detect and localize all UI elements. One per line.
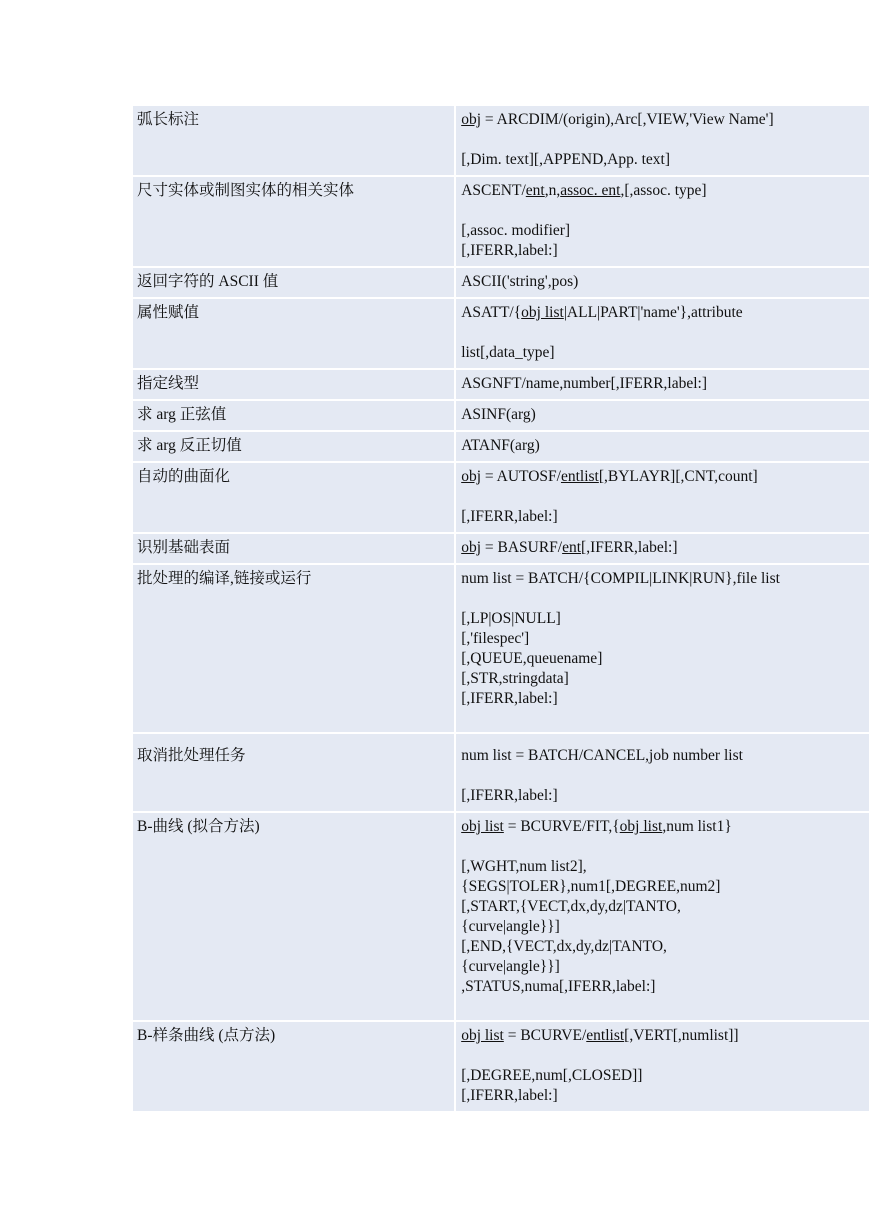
syntax-line: [,Dim. text][,APPEND,App. text]	[461, 151, 670, 168]
syntax-cell	[456, 734, 869, 811]
syntax-line: [,IFERR,label:]	[461, 508, 558, 525]
description-cell: B-样条曲线 (点方法)	[133, 1022, 456, 1111]
table-row	[133, 1022, 869, 1111]
syntax-line: {curve|angle}}]	[461, 918, 560, 935]
syntax-line: [,DEGREE,num[,CLOSED]]	[461, 1067, 643, 1084]
description-cell: 批处理的编译,链接或运行	[133, 565, 456, 732]
syntax-cell	[456, 401, 869, 430]
table-row	[133, 106, 869, 175]
table-row	[133, 432, 869, 461]
syntax-line: list[,data_type]	[461, 344, 555, 361]
table-row	[133, 299, 869, 368]
syntax-line: obj = BASURF/ent[,IFERR,label:]	[461, 539, 678, 556]
syntax-line: [,START,{VECT,dx,dy,dz|TANTO,	[461, 898, 681, 915]
syntax-cell	[456, 299, 869, 368]
description-cell: 返回字符的 ASCII 值	[133, 268, 456, 297]
syntax-line: obj list = BCURVE/FIT,{obj list,num list1}	[461, 818, 732, 835]
description-cell: 求 arg 反正切值	[133, 432, 456, 461]
syntax-line: ASATT/{obj list|ALL|PART|'name'},attribute	[461, 304, 743, 321]
syntax-cell	[456, 106, 869, 175]
table-row	[133, 177, 869, 266]
table-row	[133, 401, 869, 430]
syntax-line: [,IFERR,label:]	[461, 242, 558, 259]
table-row	[133, 268, 869, 297]
description-cell: 识别基础表面	[133, 534, 456, 563]
syntax-line: ASGNFT/name,number[,IFERR,label:]	[461, 375, 708, 392]
syntax-line: [,IFERR,label:]	[461, 1087, 558, 1104]
description-cell: B-曲线 (拟合方法)	[133, 813, 456, 1020]
syntax-cell	[456, 813, 869, 1020]
table-body	[133, 106, 869, 1111]
syntax-line: [,IFERR,label:]	[461, 690, 558, 707]
syntax-line: [,STR,stringdata]	[461, 670, 569, 687]
syntax-cell	[456, 565, 869, 732]
syntax-line: [,WGHT,num list2],	[461, 858, 587, 875]
description-cell: 属性赋值	[133, 299, 456, 368]
syntax-line: [,END,{VECT,dx,dy,dz|TANTO,	[461, 938, 667, 955]
syntax-line: [,'filespec']	[461, 630, 530, 647]
syntax-line: num list = BATCH/CANCEL,job number list	[461, 747, 743, 764]
table-row	[133, 734, 869, 811]
description-cell: 弧长标注	[133, 106, 456, 175]
syntax-cell	[456, 463, 869, 532]
syntax-line: ,STATUS,numa[,IFERR,label:]	[461, 978, 656, 995]
syntax-line: {curve|angle}}]	[461, 958, 560, 975]
syntax-line: ASCENT/ent,n,assoc. ent,[,assoc. type]	[461, 182, 707, 199]
syntax-cell	[456, 370, 869, 399]
syntax-line: ATANF(arg)	[461, 437, 540, 454]
cell-spacer	[461, 997, 865, 1015]
syntax-line: [,QUEUE,queuename]	[461, 650, 603, 667]
syntax-cell	[456, 1022, 869, 1111]
description-cell: 求 arg 正弦值	[133, 401, 456, 430]
syntax-cell	[456, 177, 869, 266]
table-row	[133, 370, 869, 399]
syntax-cell	[456, 534, 869, 563]
description-cell: 自动的曲面化	[133, 463, 456, 532]
syntax-line: [,LP|OS|NULL]	[461, 610, 561, 627]
table-row	[133, 813, 869, 1020]
syntax-cell	[456, 432, 869, 461]
description-cell: 取消批处理任务	[133, 734, 456, 811]
table-row	[133, 534, 869, 563]
syntax-line: [,assoc. modifier]	[461, 222, 571, 239]
syntax-line: obj = AUTOSF/entlist[,BYLAYR][,CNT,count]	[461, 468, 758, 485]
syntax-cell	[456, 268, 869, 297]
table-row	[133, 463, 869, 532]
table-row	[133, 565, 869, 732]
syntax-line: obj = ARCDIM/(origin),Arc[,VIEW,'View Name']	[461, 111, 774, 128]
syntax-line: ASINF(arg)	[461, 406, 536, 423]
syntax-line: ASCII('string',pos)	[461, 273, 579, 290]
description-cell: 尺寸实体或制图实体的相关实体	[133, 177, 456, 266]
syntax-line: [,IFERR,label:]	[461, 787, 558, 804]
syntax-line: obj list = BCURVE/entlist[,VERT[,numlist]]	[461, 1027, 739, 1044]
command-reference-table	[133, 104, 869, 1113]
cell-spacer	[461, 709, 865, 727]
syntax-line: num list = BATCH/{COMPIL|LINK|RUN},file list	[461, 570, 780, 587]
description-cell: 指定线型	[133, 370, 456, 399]
syntax-line: {SEGS|TOLER},num1[,DEGREE,num2]	[461, 878, 721, 895]
